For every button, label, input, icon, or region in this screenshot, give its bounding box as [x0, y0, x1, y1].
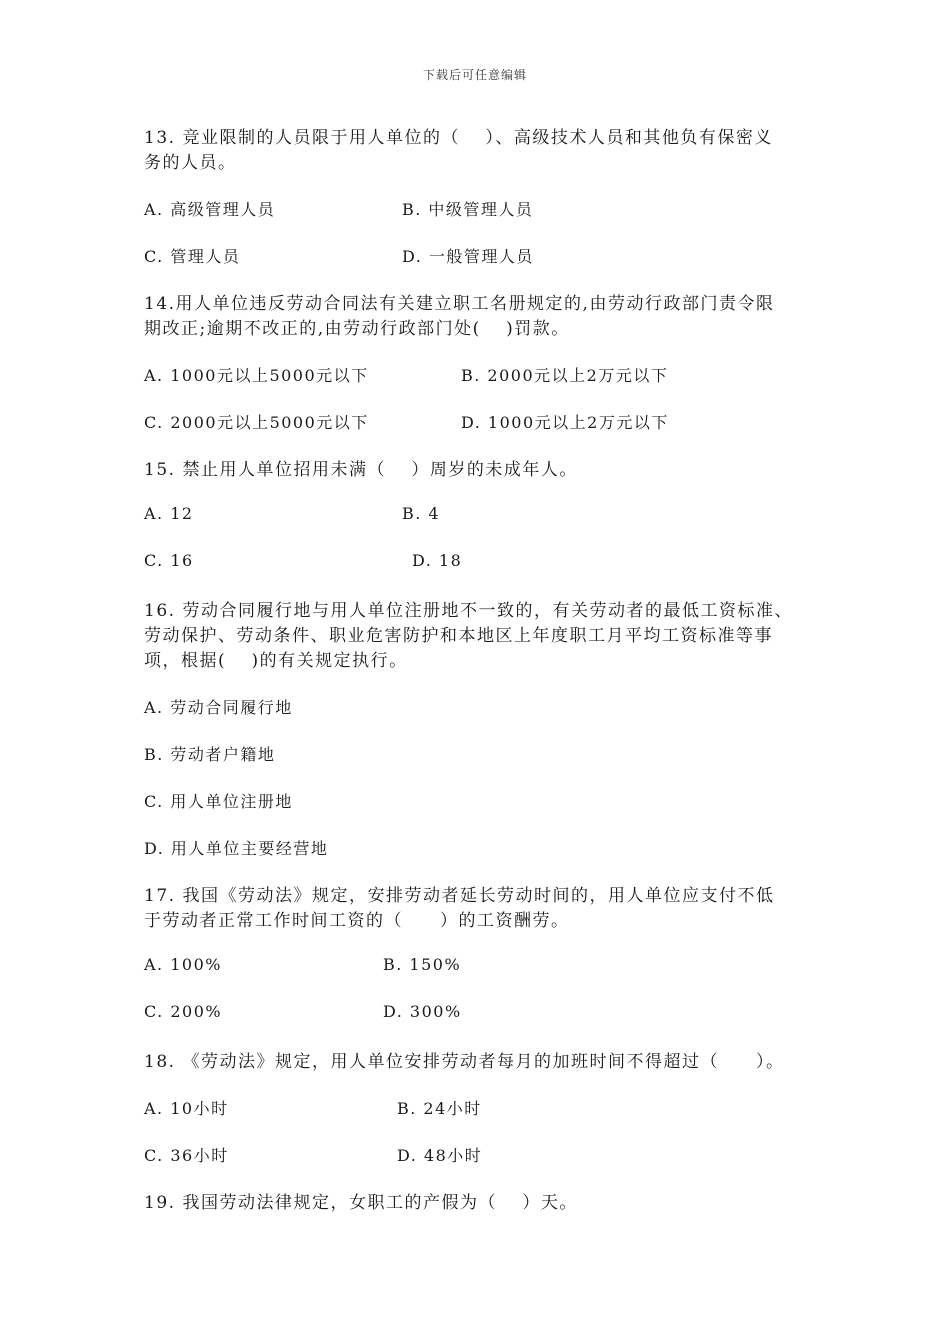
option-b: B. 4	[402, 504, 441, 523]
question-text: 15. 禁止用人单位招用未满（ ）周岁的未成年人。	[144, 460, 578, 480]
page-header: 下载后可任意编辑	[422, 68, 527, 82]
question-19	[144, 1191, 804, 1216]
option-a: A. 10小时	[144, 1099, 229, 1118]
option-row	[144, 342, 804, 389]
option-row	[144, 176, 804, 223]
option-row	[144, 1075, 804, 1122]
question-text: 13. 竞业限制的人员限于用人单位的（ ）、高级技术人员和其他负有保密义 务的人员。	[144, 128, 773, 173]
option-c: C. 2000元以上5000元以下	[144, 413, 369, 432]
option-a: A. 100%	[144, 955, 222, 974]
option-row	[144, 934, 804, 981]
option-d: D. 一般管理人员	[402, 247, 534, 266]
option-b: B. 劳动者户籍地	[144, 745, 276, 764]
option-b: B. 中级管理人员	[402, 200, 534, 219]
question-15	[144, 458, 804, 577]
option-b: B. 2000元以上2万元以下	[461, 366, 669, 385]
option-d: D. 300%	[383, 1002, 462, 1021]
question-text: 14.用人单位违反劳动合同法有关建立职工名册规定的,由劳动行政部门责令限 期改正;逾期不改正的,由劳动行政部门处( )罚款。	[144, 294, 775, 339]
option-c: C. 200%	[144, 1002, 223, 1021]
option-b: B. 150%	[383, 955, 462, 974]
question-17	[144, 884, 804, 1028]
question-16	[144, 599, 804, 862]
option-a: A. 劳动合同履行地	[144, 698, 293, 717]
question-text: 17. 我国《劳动法》规定，安排劳动者延长劳动时间的，用人单位应支付不低 于劳动者正常工作时间工资的（ ）的工资酬劳。	[144, 886, 775, 931]
option-d: D. 48小时	[397, 1146, 483, 1165]
option-d: D. 1000元以上2万元以下	[461, 413, 669, 432]
option-a: A. 高级管理人员	[144, 200, 276, 219]
question-14	[144, 292, 804, 436]
option-d: D. 18	[412, 551, 463, 570]
question-text: 18. 《劳动法》规定，用人单位安排劳动者每月的加班时间不得超过（ ）。	[144, 1052, 785, 1072]
option-b: B. 24小时	[397, 1099, 482, 1118]
option-row	[144, 530, 804, 577]
option-a: A. 1000元以上5000元以下	[144, 366, 369, 385]
option-row	[144, 483, 804, 530]
question-18	[144, 1050, 804, 1169]
option-d: D. 用人单位主要经营地	[144, 839, 329, 858]
option-c: C. 用人单位注册地	[144, 792, 293, 811]
question-text: 19. 我国劳动法律规定，女职工的产假为（ ）天。	[144, 1193, 578, 1213]
option-row	[144, 981, 804, 1028]
option-c: C. 16	[144, 551, 194, 570]
question-13	[144, 126, 804, 270]
question-text: 16. 劳动合同履行地与用人单位注册地不一致的，有关劳动者的最低工资标准、 劳动保护、劳动条件、职业危害防护和本地区上年度职工月平均工资标准等事 项，根据( )的有关规定执行。	[144, 601, 793, 671]
option-row	[144, 223, 804, 270]
option-c: C. 36小时	[144, 1146, 229, 1165]
option-row	[144, 389, 804, 436]
option-c: C. 管理人员	[144, 247, 241, 266]
option-row	[144, 1122, 804, 1169]
option-a: A. 12	[144, 504, 194, 523]
question-list	[144, 126, 804, 1216]
